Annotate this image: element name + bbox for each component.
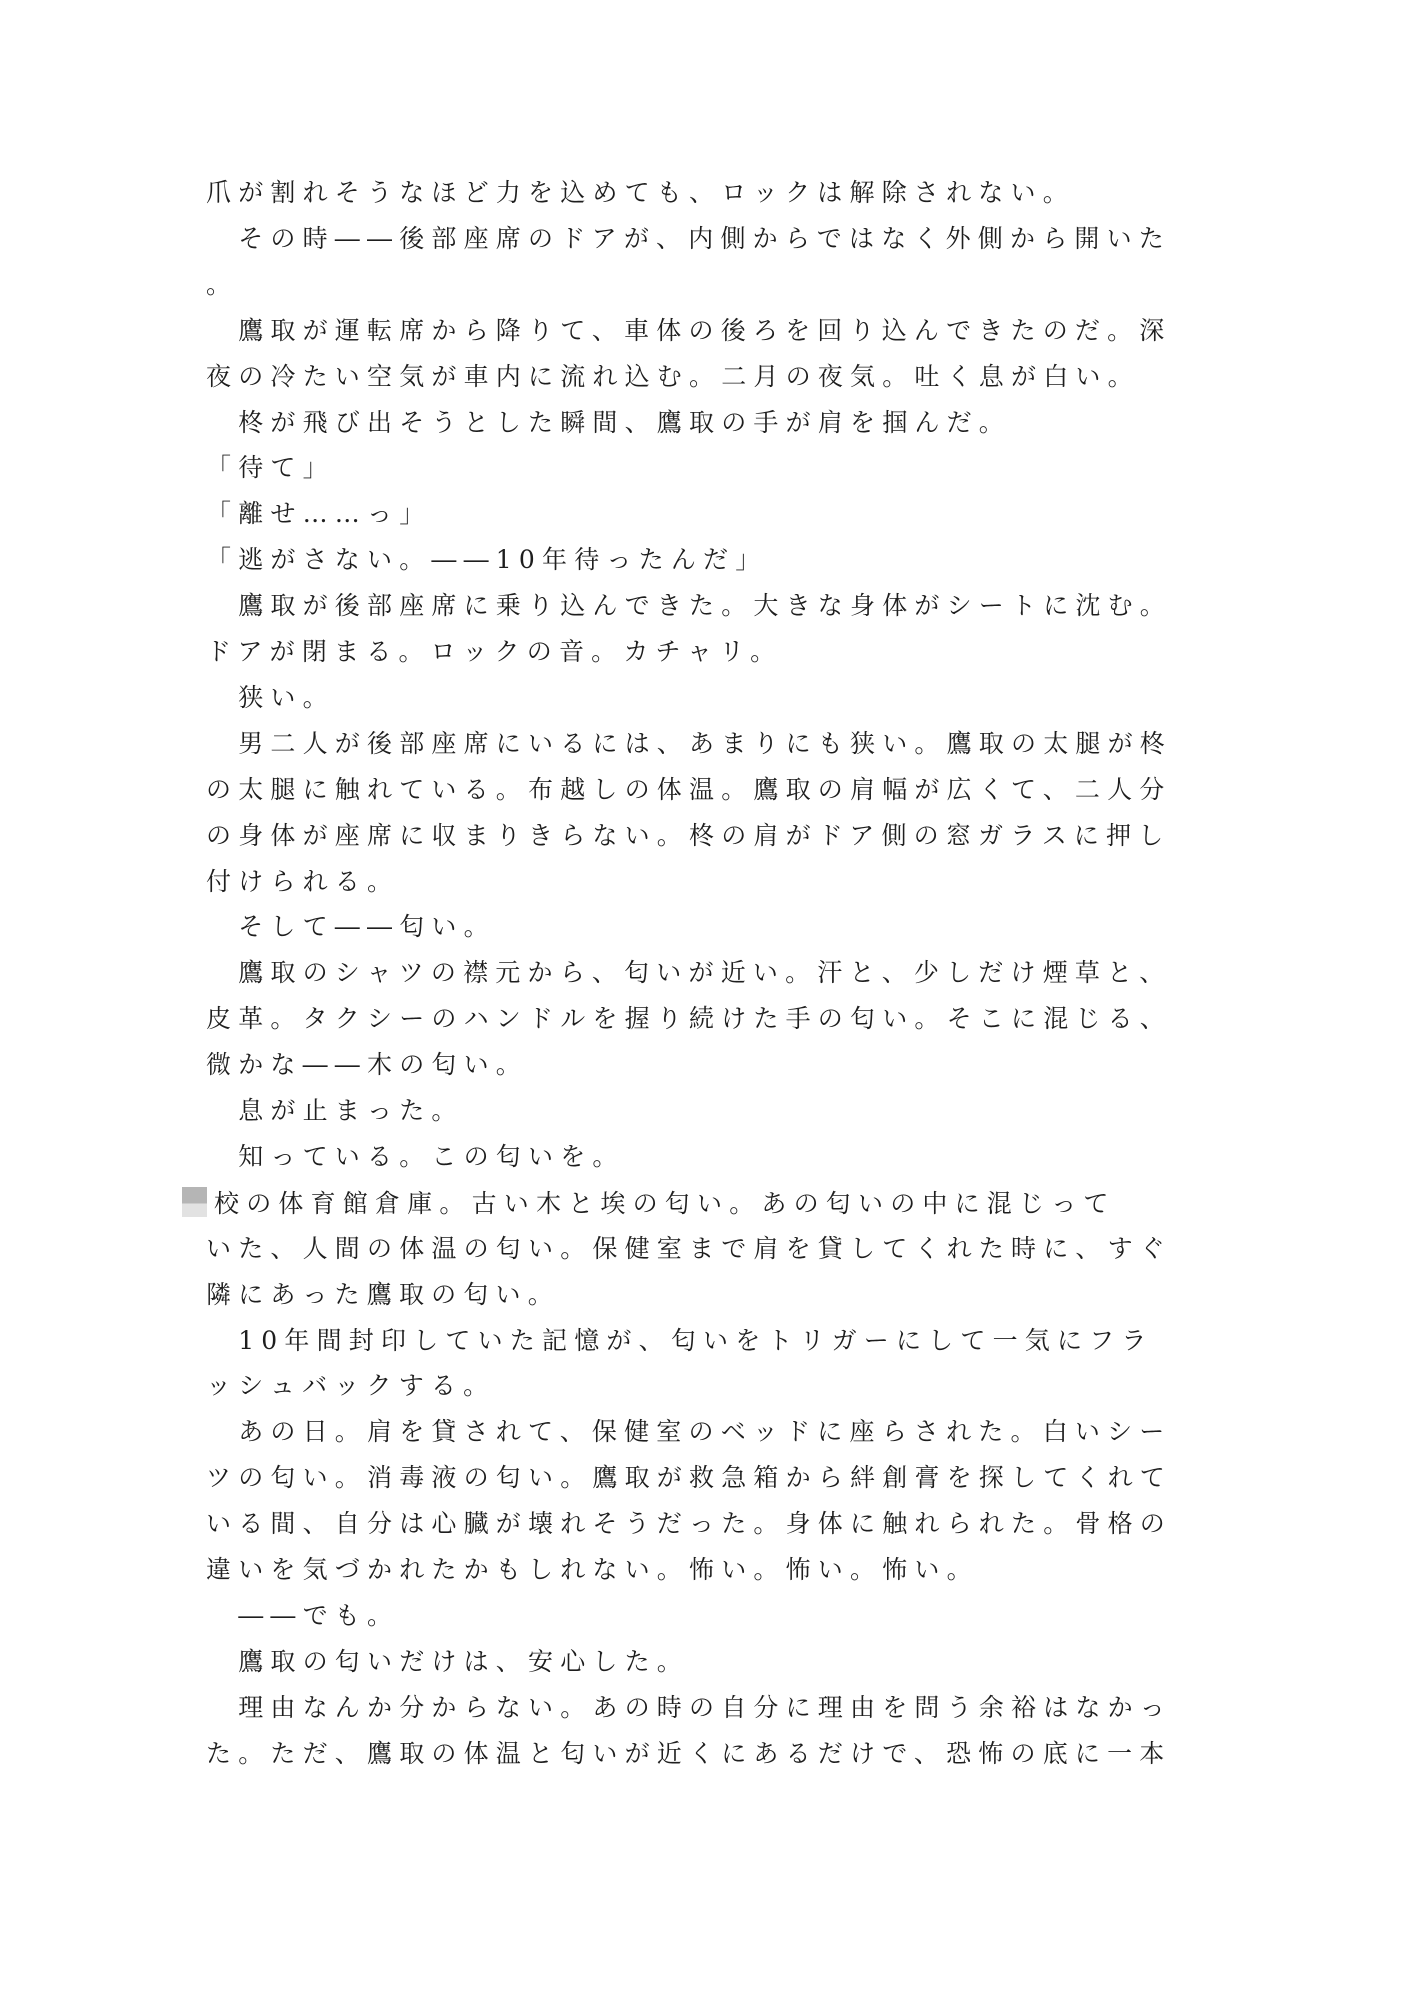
redacted-character: [182, 1187, 207, 1217]
text-line: 理由なんか分からない。あの時の自分に理由を問う余裕はなかっ: [206, 1692, 1173, 1722]
text-line: ツの匂い。消毒液の匂い。鷹取が救急箱から絆創膏を探してくれて: [206, 1463, 1173, 1493]
text-line: 10年間封印していた記憶が、匂いをトリガーにして一気にフラ: [206, 1325, 1154, 1355]
text-line: その時――後部座席のドアが、内側からではなく外側から開いた: [206, 223, 1172, 253]
text-line: 。: [206, 269, 239, 299]
text-line: あの日。肩を貸されて、保健室のベッドに座らされた。白いシー: [206, 1417, 1172, 1447]
text-line: 鷹取が運転席から降りて、車体の後ろを回り込んできたのだ。深: [206, 315, 1172, 345]
text-line: 「逃がさない。――10年待ったんだ」: [206, 545, 768, 575]
text-line: 「待て」: [206, 453, 335, 483]
text-line: ドアが閉まる。ロックの音。カチャリ。: [206, 637, 783, 666]
text-line: いた、人間の体温の匂い。保健室まで肩を貸してくれた時に、すぐ: [206, 1233, 1173, 1263]
text-line: 鷹取のシャツの襟元から、匂いが近い。汗と、少しだけ煙草と、: [206, 958, 1172, 988]
text-line: 男二人が後部座席にいるには、あまりにも狭い。鷹取の太腿が柊: [206, 728, 1173, 758]
text-line-content: 校の体育館倉庫。古い木と埃の匂い。あの匂いの中に混じって: [214, 1188, 1116, 1218]
text-line: の身体が座席に収まりきらない。柊の肩がドア側の窓ガラスに押し: [206, 820, 1171, 850]
text-line: 微かな――木の匂い。: [206, 1050, 529, 1080]
text-line: 違いを気づかれたかもしれない。怖い。怖い。怖い。: [206, 1555, 979, 1584]
text-line: 息が止まった。: [206, 1096, 464, 1125]
text-line: 鷹取が後部座席に乗り込んできた。大きな身体がシートに沈む。: [206, 591, 1173, 621]
text-line: 皮革。タクシーのハンドルを握り続けた手の匂い。そこに混じる、: [206, 1004, 1173, 1034]
text-line: 爪が割れそうなほど力を込めても、ロックは解除されない。: [206, 178, 1075, 207]
text-line: [182, 1187, 1116, 1219]
text-line: の太腿に触れている。布越しの体温。鷹取の肩幅が広くて、二人分: [206, 774, 1172, 804]
text-line: 付けられる。: [206, 866, 400, 896]
text-line: そして――匂い。: [206, 912, 496, 942]
text-line: た。ただ、鷹取の体温と匂いが近くにあるだけで、恐怖の底に一本: [206, 1738, 1172, 1768]
text-line: 夜の冷たい空気が車内に流れ込む。二月の夜気。吐く息が白い。: [206, 361, 1140, 391]
text-line: ッシュバックする。: [206, 1371, 496, 1401]
text-line: 隣にあった鷹取の匂い。: [206, 1279, 560, 1309]
text-line: 知っている。この匂いを。: [206, 1141, 625, 1171]
text-line: 柊が飛び出そうとした瞬間、鷹取の手が肩を掴んだ。: [206, 407, 1012, 437]
text-line: 「離せ……っ」: [206, 499, 432, 529]
text-line: いる間、自分は心臓が壊れそうだった。身体に触れられた。骨格の: [206, 1509, 1173, 1539]
text-line: ――でも。: [206, 1600, 400, 1630]
text-line: 鷹取の匂いだけは、安心した。: [206, 1646, 690, 1676]
text-line: 狭い。: [206, 682, 335, 712]
